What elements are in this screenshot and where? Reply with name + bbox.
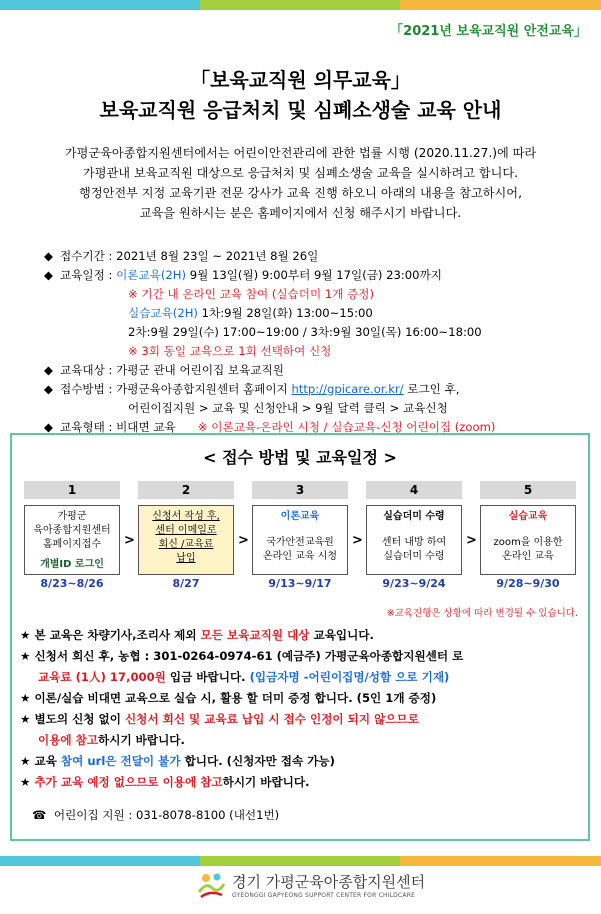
- notice-text: 별도의 신청 없이: [34, 712, 121, 726]
- step-text: 온라인 교육: [502, 551, 554, 562]
- step-box: [24, 505, 120, 575]
- method-value: 가평군육아종합지원센터 홈페이지: [116, 382, 288, 396]
- notice-6: [20, 772, 580, 793]
- notice-2b: [20, 667, 580, 688]
- center-logo: [196, 870, 425, 900]
- notice-4b: [20, 730, 580, 751]
- notice-5: [20, 751, 580, 772]
- step-text: 온라인 교육 시청: [263, 551, 337, 562]
- step-text: 센터 내방 하여: [381, 537, 447, 548]
- step-text: 납입: [176, 553, 196, 564]
- center-logo-text: [232, 871, 425, 899]
- top-color-bar: [0, 0, 601, 10]
- practice-label: 실습교육(2H): [128, 306, 198, 320]
- title-line-1: 「보육교직원 의무교육」: [190, 68, 411, 92]
- info-period: [44, 247, 584, 266]
- step-date: 9/23~9/24: [382, 577, 446, 590]
- notice-text: 신청서 회신 후, 농협 : 301-0264-0974-61 (예금주) 가평군육아종합지원센터 로: [34, 649, 464, 663]
- notice-highlight: (입금자명 -어린이집명/성함 으로 기재): [249, 670, 450, 684]
- notice-text: 본 교육은 차량기사,조리사 제외: [34, 628, 197, 642]
- intro-line: 가평군육아종합지원센터에서는 어린이안전관리에 관한 법률 시행 (2020.11.27.)에 따라: [64, 146, 537, 160]
- notice-text: 교육: [34, 754, 57, 768]
- step-1: [24, 481, 120, 590]
- bottom-color-bar: [0, 856, 601, 866]
- contact-line: [32, 807, 279, 823]
- step-text: 국가안전교육원: [266, 537, 334, 548]
- star-icon: ★: [20, 712, 31, 726]
- step-text: 육아종합지원센터: [33, 525, 111, 536]
- notice-4: [20, 709, 580, 730]
- intro-line: 행정안전부 지정 교육기관 전문 강사가 교육 진행 하오니 아래의 내용을 참고하시어,: [79, 186, 522, 200]
- bottom-bar-blue: [0, 856, 200, 866]
- step-box: [138, 505, 234, 575]
- notice-3: [20, 688, 580, 709]
- step-number: 1: [24, 481, 120, 499]
- step-number: 4: [366, 481, 462, 499]
- arrow-icon: >: [238, 533, 249, 548]
- notice-text: 하시기 바랍니다.: [98, 733, 185, 747]
- star-icon: ★: [20, 649, 31, 663]
- period-label: 접수기간 :: [60, 249, 113, 263]
- phone-icon: ☎: [32, 808, 47, 822]
- bottom-bar-green: [200, 856, 400, 866]
- star-icon: ★: [20, 775, 31, 789]
- diamond-icon: ◆: [44, 249, 53, 263]
- center-name-en: GYEONGGI GAPYEONG SUPPORT CENTER FOR CHILDCARE: [232, 892, 416, 899]
- schedule-label: 교육일정 :: [60, 268, 113, 282]
- info-method: [44, 380, 584, 399]
- top-bar-green: [200, 0, 400, 10]
- step-box: [366, 505, 462, 575]
- step-bold-text: 개별ID 로그인: [40, 559, 104, 570]
- notice-highlight: 신청서 회신 및 교육료 납입 시 접수 인정이 되지 않으므로: [124, 712, 419, 726]
- notice-highlight: 이용에 참고: [38, 733, 99, 747]
- diamond-icon: ◆: [44, 363, 53, 377]
- notice-1: [20, 625, 580, 646]
- homepage-link[interactable]: http://gpicare.or.kr/: [291, 382, 404, 396]
- arrow-icon: >: [124, 533, 135, 548]
- info-schedule: [44, 266, 584, 285]
- contact-text: 어린이집 지원 : 031-8078-8100 (내선1번): [53, 808, 280, 822]
- step-text: 센터 이메일로: [155, 525, 217, 536]
- theory-value: 9월 13일(월) 9:00부터 9월 17일(금) 23:00까지: [189, 268, 442, 282]
- arrow-icon: >: [466, 533, 477, 548]
- arrow-icon: >: [352, 533, 363, 548]
- bottom-bar-orange: [400, 856, 601, 866]
- step-5: [480, 481, 576, 590]
- intro-paragraph: [28, 143, 573, 223]
- type-value: 비대면 교육: [116, 420, 176, 434]
- info-target: [44, 361, 584, 380]
- notice-text: 합니다. (신청자만 접속 가능): [184, 754, 335, 768]
- notice-highlight: 교육료 (1人) 17,000원: [38, 670, 166, 684]
- step-date: 8/23~8/26: [40, 577, 104, 590]
- notice-text: 입금 바랍니다.: [169, 670, 246, 684]
- notice-list: [20, 625, 580, 793]
- step-date: 9/28~9/30: [496, 577, 560, 590]
- info-list: [44, 247, 584, 437]
- step-box: [252, 505, 348, 575]
- step-text: 신청서 작성 후,: [152, 511, 220, 522]
- step-3: [252, 481, 348, 590]
- step-text: 실습더미 수령: [383, 551, 445, 562]
- step-heading: 실습교육: [508, 511, 548, 522]
- title-line-2: 보육교직원 응급처치 및 심폐소생술 교육 안내: [99, 98, 502, 122]
- step-date: 9/13~9/17: [268, 577, 332, 590]
- method-value-post: 로그인 후,: [407, 382, 460, 396]
- target-label: 교육대상 :: [60, 363, 113, 377]
- star-icon: ★: [20, 691, 31, 705]
- center-logo-icon: [196, 870, 226, 900]
- practice-row: [44, 304, 584, 323]
- step-date: 8/27: [172, 577, 200, 590]
- step-box: [480, 505, 576, 575]
- center-name-ko: 경기 가평군육아종합지원센터: [232, 873, 426, 891]
- step-text: 가평군: [57, 511, 87, 522]
- star-icon: ★: [20, 628, 31, 642]
- notice-text: 교육입니다.: [313, 628, 374, 642]
- step-heading: 실습더미 수령: [383, 511, 445, 522]
- type-label: 교육형태 :: [60, 420, 113, 434]
- top-bar-blue: [0, 0, 200, 10]
- type-note: ※ 이론교육-온라인 시청 / 실습교육-신청 어린이집 (zoom): [197, 420, 496, 434]
- practice-note: ※ 3회 동일 교육으로 1회 선택하여 신청: [128, 344, 332, 358]
- target-value: 가평군 관내 어린이집 보육교직원: [116, 363, 284, 377]
- theory-note-row: [44, 285, 584, 304]
- notice-highlight: 참여 url은 전달이 불가: [60, 754, 181, 768]
- intro-line: 가평관내 보육교직원 대상으로 응급처치 및 심폐소생술 교육을 실시하려고 합니다.: [82, 166, 519, 180]
- diamond-icon: ◆: [44, 268, 53, 282]
- step-2: [138, 481, 234, 590]
- step-text: zoom을 이용한: [493, 537, 563, 548]
- step-4: [366, 481, 462, 590]
- step-number: 3: [252, 481, 348, 499]
- notice-text: 이론/실습 비대면 교육으로 실습 시, 활용 할 더미 증정 합니다. (5인 1개 증정): [34, 691, 437, 705]
- diamond-icon: ◆: [44, 420, 53, 434]
- step-number: 2: [138, 481, 234, 499]
- notice-highlight: 모든 보육교직원 대상: [200, 628, 310, 642]
- method-row-2: [44, 399, 584, 418]
- schedule-panel: [10, 433, 590, 841]
- diamond-icon: ◆: [44, 382, 53, 396]
- practice-value-1: 1차:9월 28일(화) 13:00~15:00: [201, 306, 373, 320]
- method-value-2: 어린이집지원 > 교육 및 신청안내 > 9월 달력 클릭 > 교육신청: [128, 401, 448, 415]
- document-label: 「2021년 보육교직원 안전교육」: [390, 24, 587, 39]
- period-value: 2021년 8월 23일 ~ 2021년 8월 26일: [116, 249, 319, 263]
- theory-note: ※ 기간 내 온라인 교육 참여 (실습더미 1개 증정): [128, 287, 375, 301]
- change-note: ※교육진행은 상황에 따라 변경될 수 있습니다.: [386, 608, 578, 619]
- star-icon: ★: [20, 754, 31, 768]
- practice-row-2: [44, 323, 584, 342]
- step-number: 5: [480, 481, 576, 499]
- panel-title: < 접수 방법 및 교육일정 >: [203, 448, 397, 467]
- practice-value-2: 2차:9월 29일(수) 17:00~19:00 / 3차:9월 30일(목) 16:00~18:00: [128, 325, 482, 339]
- notice-highlight: 추가 교육 예정 없으므로 이용에 참고: [34, 775, 223, 789]
- step-text: 회신 /교육료: [158, 539, 214, 550]
- practice-note-row: [44, 342, 584, 361]
- intro-line: 교육을 원하시는 분은 홈페이지에서 신청 해주시기 바랍니다.: [139, 206, 462, 220]
- theory-label: 이론교육(2H): [116, 268, 187, 282]
- method-label: 접수방법 :: [60, 382, 113, 396]
- notice-2: [20, 646, 580, 667]
- notice-text: 하시기 바랍니다.: [222, 775, 310, 789]
- top-bar-orange: [400, 0, 601, 10]
- step-text: 홈페이지접수: [43, 539, 101, 550]
- step-heading: 이론교육: [280, 511, 320, 522]
